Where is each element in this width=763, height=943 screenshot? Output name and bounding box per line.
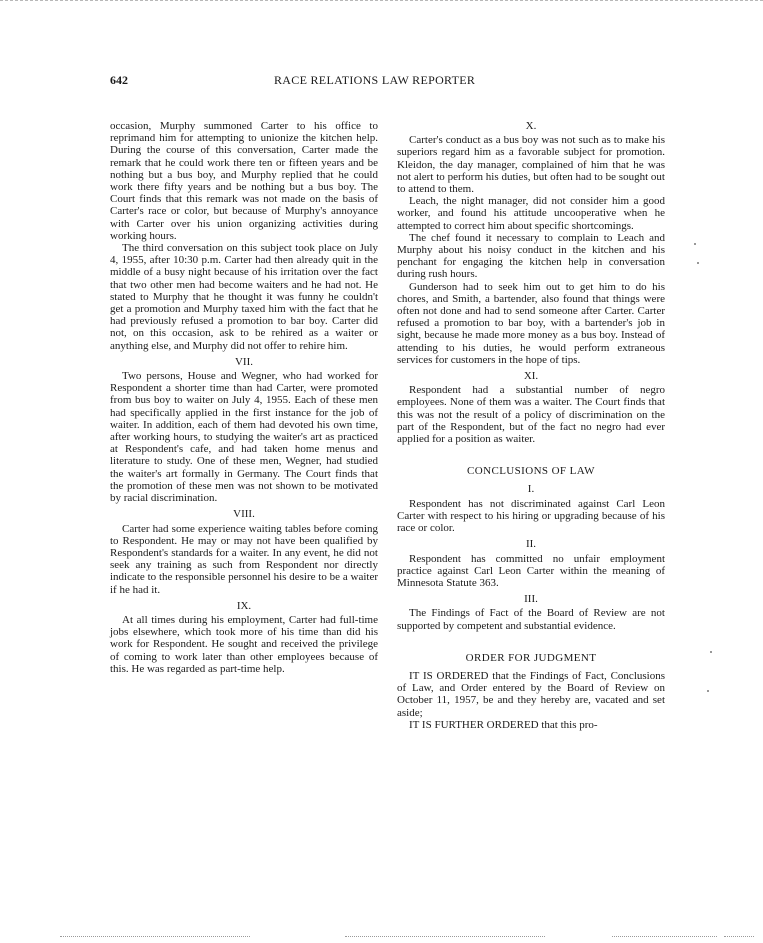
- conclusion-iii-heading: III.: [524, 593, 538, 606]
- paragraph-vii: Two persons, House and Wegner, who had worked for Respondent a shorter time than had Carter, were promoted from bus boy to waiter on July 4, 1955. Each of these men had specifically applied in the first instance for the job of waiter. In addition, each of them had devoted his own time, after working hours, to studying the waiter's art as practiced at Respondent's cafe, and had taken home menus and literature to study. One of these men, Wegner, had studied the waiter's art formally in Germany. The Court finds that the promotion of these men was not shown to be motivated by racial discrimination.: [110, 370, 378, 505]
- section-heading-viii: VIII.: [233, 508, 255, 521]
- section-heading-x: X.: [525, 120, 537, 132]
- conclusion-ii: Respondent has committed no unfair employment practice against Carl Leon Carter within the meaning of Minnesota Statute 363.: [397, 552, 665, 589]
- conclusion-iii: The Findings of Fact of the Board of Review are not supported by competent and substantial evidence.: [397, 607, 665, 632]
- order-for-judgment-heading: ORDER FOR JUDGMENT: [465, 651, 597, 664]
- bottom-scan-marks: [0, 936, 763, 942]
- scan-speck: [697, 262, 699, 264]
- bottom-mark: [60, 936, 250, 937]
- scan-speck: [694, 243, 696, 245]
- paragraph-viii: Carter had some experience waiting tables before coming to Respondent. He may or may not have been qualified by Respondent's standards for a waiter. In any event, he did not seek any training as such from Respondent nor directly indicate to the responsible personnel his desire to be a waiter if he had it.: [110, 522, 378, 596]
- section-heading-vii: VII.: [234, 355, 254, 368]
- conclusions-of-law-heading: CONCLUSIONS OF LAW: [467, 465, 595, 478]
- bottom-mark: [724, 936, 754, 937]
- paragraph-ix: At all times during his employment, Carter had full-time jobs elsewhere, which took more of his time than did his work for Respondent. He sought and received the privilege of coming to work later than other employees because of this. He was regarded as part-time help.: [110, 613, 378, 675]
- paragraph-third-conversation: The third conversation on this subject took place on July 4, 1955, after 10:30 p.m. Carter had then already quit in the middle of a busy night because of his irritation over the fact that two other men had become waiters and he had not. He stated to Murphy that he thought it was funny he couldn't get a promotion and Murphy taxed him with the fact that he had previously refused a promotion to bar boy. Carter did not, on this occasion, ask to be rehired as a waiter or anything else, and Murphy did not offer to rehire him.: [110, 242, 378, 352]
- section-heading-ix: IX.: [236, 599, 252, 612]
- bottom-mark: [345, 936, 545, 937]
- left-column: [110, 120, 378, 675]
- bottom-mark: [612, 936, 717, 937]
- page-header: [0, 73, 763, 89]
- conclusion-i-heading: I.: [527, 483, 535, 496]
- running-head: RACE RELATIONS LAW REPORTER: [274, 73, 476, 87]
- conclusion-i: Respondent has not discriminated against Carl Leon Carter with respect to his hiring or upgrading because of his race or color.: [397, 497, 665, 535]
- order-paragraph-1: IT IS ORDERED that the Findings of Fact, Conclusions of Law, and Order entered by the Board of Review on October 11, 1957, be and they hereby are, vacated and set aside;: [397, 669, 665, 719]
- scan-speck: [710, 651, 712, 653]
- paragraph-x-chef: The chef found it necessary to complain to Leach and Murphy about his noisy conduct in the kitchen and his penchant for engaging the kitchen help in conversation during rush hours.: [397, 231, 665, 281]
- paragraph-xi: Respondent had a substantial number of negro employees. None of them was a waiter. The Court finds that this was not the result of a policy of discrimination on the part of the Respondent, but of the fact no negro had ever applied for a position as waiter.: [397, 384, 665, 446]
- paragraph-continued: occasion, Murphy summoned Carter to his office to reprimand him for attempting to unionize the kitchen help. During the course of this conversation, Carter made the remark that he could work there ten or fifteen years and be nothing but a bus boy, and Murphy replied that he could work there fifty years and be nothing but a bus boy. The Court finds that this remark was not made on the basis of Carter's race or color, but because of Murphy's annoyance with Carter over his union organizing activities during working hours.: [110, 120, 378, 242]
- paragraph-x-leach: Leach, the night manager, did not consider him a good worker, and found his attitude uncooperative when he attempted to correct him about specific shortcomings.: [397, 195, 665, 232]
- page-number: 642: [110, 73, 128, 87]
- section-heading-xi: XI.: [523, 370, 539, 383]
- top-edge-rule: [0, 0, 763, 1]
- order-paragraph-2: IT IS FURTHER ORDERED that this pro-: [409, 718, 598, 731]
- right-column: [397, 120, 665, 731]
- scan-speck: [707, 690, 709, 692]
- paragraph-x-gunderson: Gunderson had to seek him out to get him to do his chores, and Smith, a bartender, also found that things were often not done and had to send someone after Carter. Carter refused a promotion to bar boy, with a bartender's job in sight, because he made more money as a bus boy. Instead of attending to his duties, he would perform extraneous services for customers in the hope of tips.: [397, 280, 665, 366]
- paragraph-x-conduct: Carter's conduct as a bus boy was not such as to make his superiors regard him as a favorable subject for promotion. Kleidon, the day manager, complained of him that he was not alert to perform his duties, but often had to be sought out to attend to them.: [397, 134, 665, 196]
- conclusion-ii-heading: II.: [525, 538, 537, 551]
